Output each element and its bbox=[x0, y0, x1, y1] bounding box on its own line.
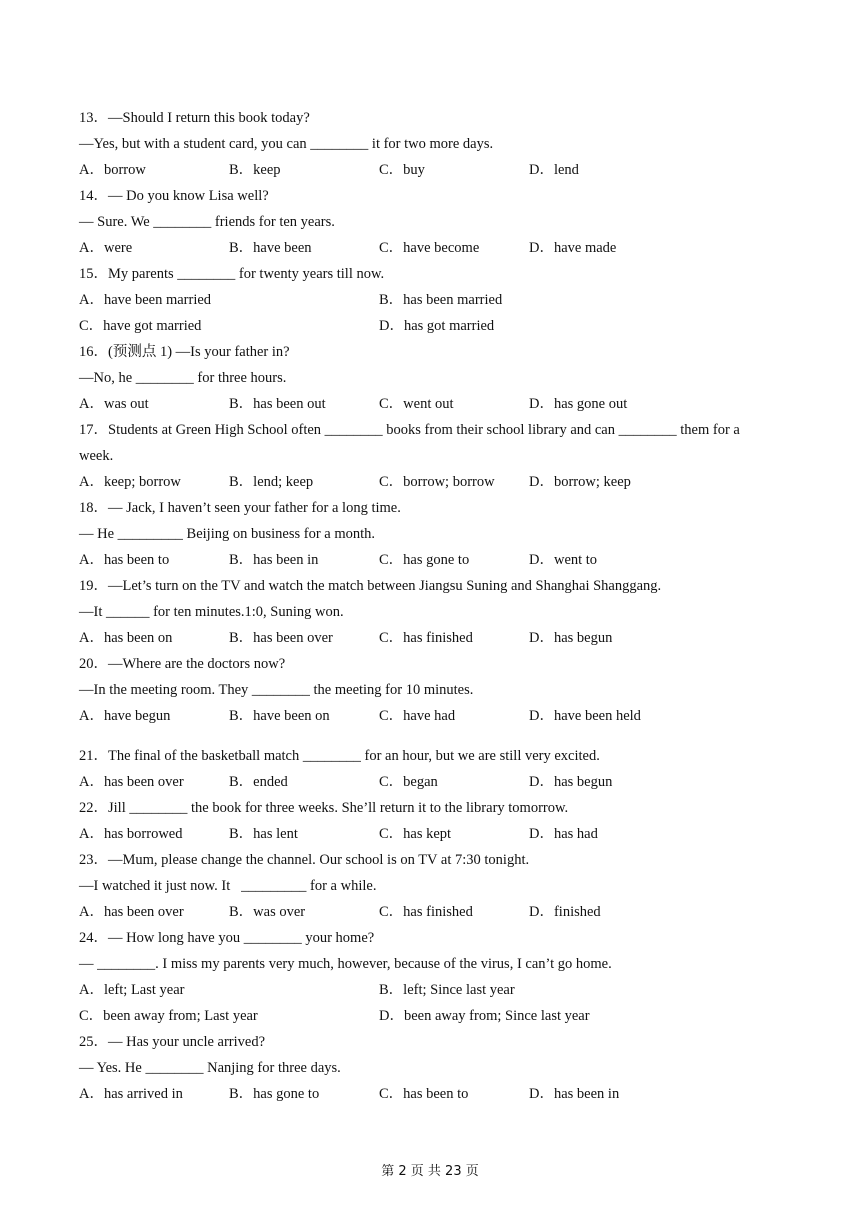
option-a: A．keep; borrow bbox=[79, 474, 181, 490]
option-b: B．have been bbox=[229, 240, 312, 256]
option-c: C．has gone to bbox=[379, 552, 470, 568]
option-a: A．left; Last year bbox=[79, 982, 185, 998]
option-a: A．borrow bbox=[79, 162, 146, 178]
option-b: B．has gone to bbox=[229, 1086, 320, 1102]
option-c: C．have had bbox=[379, 708, 456, 724]
option-c: C．borrow; borrow bbox=[379, 474, 495, 490]
question-24-line-1: 24．— How long have you ________ your home? bbox=[79, 930, 375, 946]
question-21-line-1: 21．The final of the basketball match ________ for an hour, but we are still very excited. bbox=[79, 748, 600, 764]
question-18-line-2: — He _________ Beijing on business for a month. bbox=[79, 526, 376, 542]
option-d: D．has been in bbox=[529, 1086, 620, 1102]
question-16-line-1: 16．(预测点 1) —Is your father in? bbox=[79, 344, 290, 360]
question-20-line-1: 20．—Where are the doctors now? bbox=[79, 656, 286, 672]
option-c: C．buy bbox=[379, 162, 425, 178]
option-d: D．went to bbox=[529, 552, 598, 568]
option-d: D．has begun bbox=[529, 630, 613, 646]
question-19-line-1: 19．—Let’s turn on the TV and watch the match between Jiangsu Suning and Shanghai Shanggang. bbox=[79, 578, 662, 594]
option-a: A．has been to bbox=[79, 552, 170, 568]
question-20-line-2: —In the meeting room. They ________ the meeting for 10 minutes. bbox=[79, 682, 474, 698]
option-c: C．went out bbox=[379, 396, 454, 412]
option-d: D．been away from; Since last year bbox=[379, 1008, 590, 1024]
option-c: C．has finished bbox=[379, 904, 473, 920]
question-18-line-1: 18．— Jack, I haven’t seen your father for a long time. bbox=[79, 500, 401, 516]
option-b: B．was over bbox=[229, 904, 306, 920]
option-a: A．was out bbox=[79, 396, 149, 412]
option-b: B．has been married bbox=[379, 292, 503, 308]
option-d: D．has gone out bbox=[529, 396, 628, 412]
question-23-line-2: —I watched it just now. It _________ for a while. bbox=[79, 878, 377, 894]
option-b: B．has been over bbox=[229, 630, 333, 646]
option-c: C．has been to bbox=[379, 1086, 469, 1102]
option-c: C．have become bbox=[379, 240, 480, 256]
question-15-line-1: 15．My parents ________ for twenty years till now. bbox=[79, 266, 385, 282]
option-c: C．been away from; Last year bbox=[79, 1008, 258, 1024]
question-25-line-1: 25．— Has your uncle arrived? bbox=[79, 1034, 266, 1050]
option-a: A．has been over bbox=[79, 774, 184, 790]
question-14-line-1: 14．— Do you know Lisa well? bbox=[79, 188, 269, 204]
option-a: A．has been on bbox=[79, 630, 173, 646]
option-b: B．keep bbox=[229, 162, 281, 178]
option-a: A．has borrowed bbox=[79, 826, 183, 842]
option-c: C．has kept bbox=[379, 826, 452, 842]
option-a: A．has been over bbox=[79, 904, 184, 920]
question-16-line-2: —No, he ________ for three hours. bbox=[79, 370, 287, 386]
option-b: B．lend; keep bbox=[229, 474, 314, 490]
option-d: D．has begun bbox=[529, 774, 613, 790]
question-25-line-2: — Yes. He ________ Nanjing for three days. bbox=[79, 1060, 341, 1076]
question-17-line-1: 17．Students at Green High School often ________ books from their school library and can ________ them for a bbox=[79, 422, 740, 438]
option-c: C．have got married bbox=[79, 318, 202, 334]
question-14-line-2: — Sure. We ________ friends for ten years. bbox=[79, 214, 335, 230]
question-23-line-1: 23．—Mum, please change the channel. Our school is on TV at 7:30 tonight. bbox=[79, 852, 530, 868]
option-b: B．have been on bbox=[229, 708, 330, 724]
question-13-line-1: 13．—Should I return this book today? bbox=[79, 110, 310, 126]
option-d: D．finished bbox=[529, 904, 601, 920]
option-b: B．ended bbox=[229, 774, 288, 790]
question-24-line-2: — ________. I miss my parents very much, however, because of the virus, I can’t go home. bbox=[79, 956, 612, 972]
option-a: A．have been married bbox=[79, 292, 212, 308]
option-d: D．has had bbox=[529, 826, 598, 842]
option-a: A．have begun bbox=[79, 708, 171, 724]
option-c: C．has finished bbox=[379, 630, 473, 646]
question-22-line-1: 22．Jill ________ the book for three weeks. She’ll return it to the library tomorrow. bbox=[79, 800, 569, 816]
option-a: A．has arrived in bbox=[79, 1086, 183, 1102]
option-c: C．began bbox=[379, 774, 438, 790]
option-b: B．has been out bbox=[229, 396, 326, 412]
option-d: D．borrow; keep bbox=[529, 474, 631, 490]
question-13-line-2: —Yes, but with a student card, you can ________ it for two more days. bbox=[79, 136, 494, 152]
question-17-line-2: week. bbox=[79, 448, 114, 464]
option-a: A．were bbox=[79, 240, 133, 256]
option-d: D．have made bbox=[529, 240, 617, 256]
option-d: D．have been held bbox=[529, 708, 641, 724]
option-b: B．has been in bbox=[229, 552, 319, 568]
option-b: B．left; Since last year bbox=[379, 982, 515, 998]
option-d: D．has got married bbox=[379, 318, 495, 334]
option-b: B．has lent bbox=[229, 826, 298, 842]
page-number-footer: 第 2 页 共 23 页 bbox=[381, 1164, 479, 1179]
question-19-line-2: —It ______ for ten minutes.1:0, Suning won. bbox=[79, 604, 344, 620]
option-d: D．lend bbox=[529, 162, 579, 178]
